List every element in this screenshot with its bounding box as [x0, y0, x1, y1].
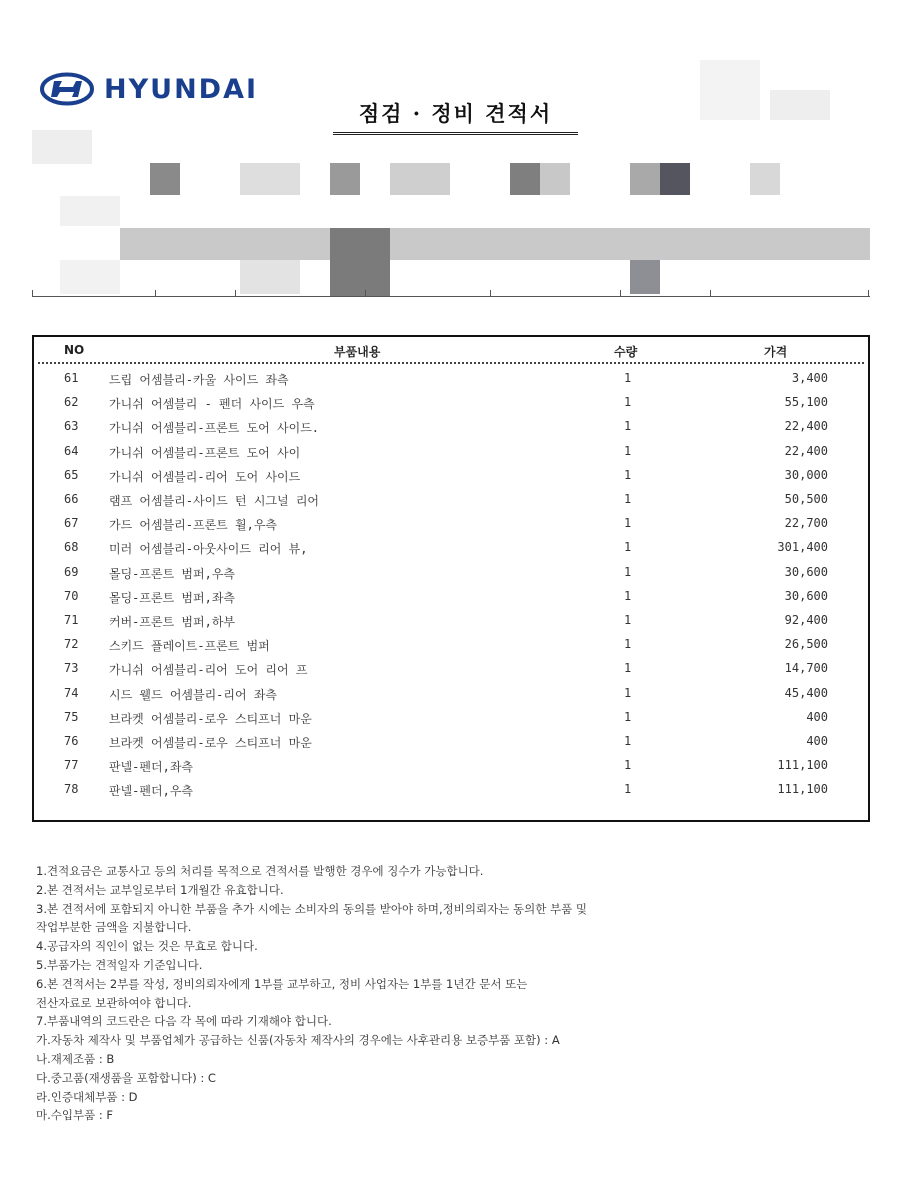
- table-row: [34, 734, 868, 758]
- row-quantity: 1: [624, 492, 632, 506]
- table-row: [34, 758, 868, 782]
- divider-tick: [620, 290, 621, 297]
- row-no: 76: [64, 734, 79, 748]
- table-row: [34, 565, 868, 589]
- header-dotted-divider: [38, 362, 864, 364]
- column-header-qty: 수량: [614, 345, 638, 359]
- row-price: 26,500: [784, 637, 828, 652]
- row-quantity: 1: [624, 564, 632, 579]
- table-row: [34, 782, 868, 806]
- note-line: 나.재제조품 : B: [36, 1051, 115, 1066]
- row-quantity: 1: [624, 637, 632, 652]
- column-header-no: NO: [64, 343, 85, 357]
- row-no: 65: [64, 467, 79, 482]
- row-price: 301,400: [777, 540, 828, 555]
- row-description: 브라켓 어셈블리-로우 스티프너 마운: [109, 711, 312, 726]
- row-description: 스키드 플레이트-프론트 범퍼: [109, 639, 270, 654]
- row-description: 가드 어셈블리-프론트 휠,우측: [109, 518, 278, 533]
- row-quantity: 1: [624, 467, 632, 482]
- column-header-price: 가격: [764, 345, 788, 359]
- hyundai-logo: [40, 72, 258, 106]
- note-line: 마.수입부품 : F: [36, 1108, 114, 1123]
- table-row: [34, 468, 868, 492]
- row-price: 22,700: [784, 516, 828, 531]
- divider-tick: [868, 290, 869, 297]
- parts-table: [32, 335, 870, 822]
- row-no: 67: [64, 516, 79, 531]
- note-line: 4.공급자의 직인이 없는 것은 무효로 합니다.: [36, 939, 258, 954]
- row-no: 72: [64, 637, 79, 652]
- row-quantity: 1: [624, 613, 632, 627]
- divider-tick: [32, 290, 33, 297]
- table-row: [34, 589, 868, 613]
- header-divider: [32, 296, 870, 297]
- row-price: 400: [806, 734, 828, 748]
- row-quantity: 1: [624, 758, 632, 773]
- table-row: [34, 710, 868, 734]
- row-no: 62: [64, 395, 79, 410]
- row-no: 75: [64, 709, 79, 724]
- column-header-desc: 부품내용: [334, 345, 381, 359]
- row-no: 64: [64, 443, 79, 458]
- row-description: 몰딩-프론트 범퍼,우측: [109, 566, 236, 581]
- note-line: 작업부분한 금액을 지불합니다.: [36, 920, 192, 935]
- row-no: 61: [64, 371, 79, 385]
- row-description: 가니쉬 어셈블리 - 펜더 사이드 우측: [109, 397, 315, 412]
- row-no: 63: [64, 419, 79, 434]
- note-line: 5.부품가는 견적일자 기준입니다.: [36, 957, 203, 972]
- row-quantity: 1: [624, 709, 632, 724]
- row-no: 71: [64, 613, 79, 627]
- row-price: 50,500: [784, 492, 828, 506]
- row-price: 45,400: [784, 685, 828, 700]
- row-price: 3,400: [791, 371, 828, 385]
- note-line: 다.중고품(재생품을 포함합니다) : C: [36, 1070, 216, 1085]
- row-description: 가니쉬 어셈블리-프론트 도어 사이: [109, 445, 301, 460]
- row-price: 22,400: [784, 419, 828, 434]
- row-description: 몰딩-프론트 범퍼,좌측: [109, 590, 236, 605]
- document-title: 점검 · 정비 견적서: [333, 98, 578, 135]
- row-price: 55,100: [784, 395, 828, 410]
- row-description: 가니쉬 어셈블리-프론트 도어 사이드.: [109, 421, 320, 436]
- watermark: [862, 1176, 884, 1190]
- divider-tick: [490, 290, 491, 297]
- row-description: 미러 어셈블리-아웃사이드 리어 뷰,: [109, 542, 308, 557]
- hyundai-emblem-icon: [40, 72, 94, 106]
- note-line: 1.견적요금은 교통사고 등의 처리를 목적으로 견적서를 발행한 경우에 징수가 가능합니다.: [36, 864, 484, 878]
- row-price: 22,400: [784, 443, 828, 458]
- row-description: 드립 어셈블리-카울 사이드 좌측: [109, 373, 289, 387]
- row-no: 78: [64, 782, 79, 797]
- row-quantity: 1: [624, 371, 632, 385]
- row-quantity: 1: [624, 516, 632, 531]
- table-row: [34, 516, 868, 540]
- table-row: [34, 686, 868, 710]
- row-quantity: 1: [624, 685, 632, 700]
- row-description: 가니쉬 어셈블리-리어 도어 리어 프: [109, 663, 308, 678]
- note-line: 7.부품내역의 코드란은 다음 각 목에 따라 기재해야 합니다.: [36, 1014, 332, 1029]
- row-quantity: 1: [624, 395, 632, 410]
- row-no: 66: [64, 492, 79, 506]
- table-row: [34, 613, 868, 637]
- divider-tick: [235, 290, 236, 297]
- row-quantity: 1: [624, 782, 632, 797]
- row-no: 77: [64, 758, 79, 773]
- table-row: [34, 371, 868, 395]
- brand-name: HYUNDAI: [104, 73, 259, 105]
- row-price: 30,600: [784, 564, 828, 579]
- table-row: [34, 661, 868, 685]
- table-row: [34, 540, 868, 564]
- note-line: 2.본 견적서는 교부일로부터 1개월간 유효합니다.: [36, 882, 284, 897]
- row-no: 74: [64, 685, 79, 700]
- table-row: [34, 637, 868, 661]
- table-row: [34, 444, 868, 468]
- row-quantity: 1: [624, 734, 632, 748]
- row-description: 램프 어셈블리-사이드 턴 시그널 리어: [109, 494, 320, 508]
- row-no: 70: [64, 588, 79, 603]
- row-quantity: 1: [624, 588, 632, 603]
- row-price: 111,100: [777, 758, 828, 773]
- row-description: 가니쉬 어셈블리-리어 도어 사이드: [109, 469, 301, 484]
- divider-tick: [365, 290, 366, 297]
- row-description: 시드 웰드 어셈블리-리어 좌측: [109, 687, 278, 702]
- note-line: 3.본 견적서에 포함되지 아니한 부품을 추가 시에는 소비자의 동의를 받아야 하며,정비의뢰자는 동의한 부품 및: [36, 901, 587, 916]
- note-line: 라.인증대체부품 : D: [36, 1089, 138, 1104]
- row-description: 커버-프론트 범퍼,하부: [109, 615, 236, 629]
- table-row: [34, 419, 868, 443]
- row-price: 30,600: [784, 588, 828, 603]
- row-price: 92,400: [784, 613, 828, 627]
- row-quantity: 1: [624, 661, 632, 676]
- note-line: 가.자동차 제작사 및 부품업체가 공급하는 신품(자동차 제작사의 경우에는 사후관리용 보증부품 포함) : A: [36, 1033, 560, 1048]
- divider-tick: [710, 290, 711, 297]
- row-no: 68: [64, 540, 79, 555]
- row-price: 111,100: [777, 782, 828, 797]
- row-quantity: 1: [624, 419, 632, 434]
- note-line: 6.본 견적서는 2부를 작성, 정비의뢰자에게 1부를 교부하고, 정비 사업자는 1부를 1년간 문서 또는: [36, 976, 528, 991]
- row-description: 판넬-펜더,좌측: [109, 760, 194, 775]
- row-quantity: 1: [624, 443, 632, 458]
- row-quantity: 1: [624, 540, 632, 555]
- divider-tick: [155, 290, 156, 297]
- row-price: 400: [806, 709, 828, 724]
- note-line: 전산자료로 보관하여야 합니다.: [36, 995, 192, 1010]
- row-description: 판넬-펜더,우측: [109, 784, 194, 799]
- table-row: [34, 492, 868, 516]
- row-no: 73: [64, 661, 79, 676]
- table-row: [34, 395, 868, 419]
- row-price: 14,700: [784, 661, 828, 676]
- row-price: 30,000: [784, 467, 828, 482]
- notes-section: [36, 862, 856, 1125]
- row-no: 69: [64, 564, 79, 579]
- row-description: 브라켓 어셈블리-로우 스티프너 마운: [109, 736, 312, 750]
